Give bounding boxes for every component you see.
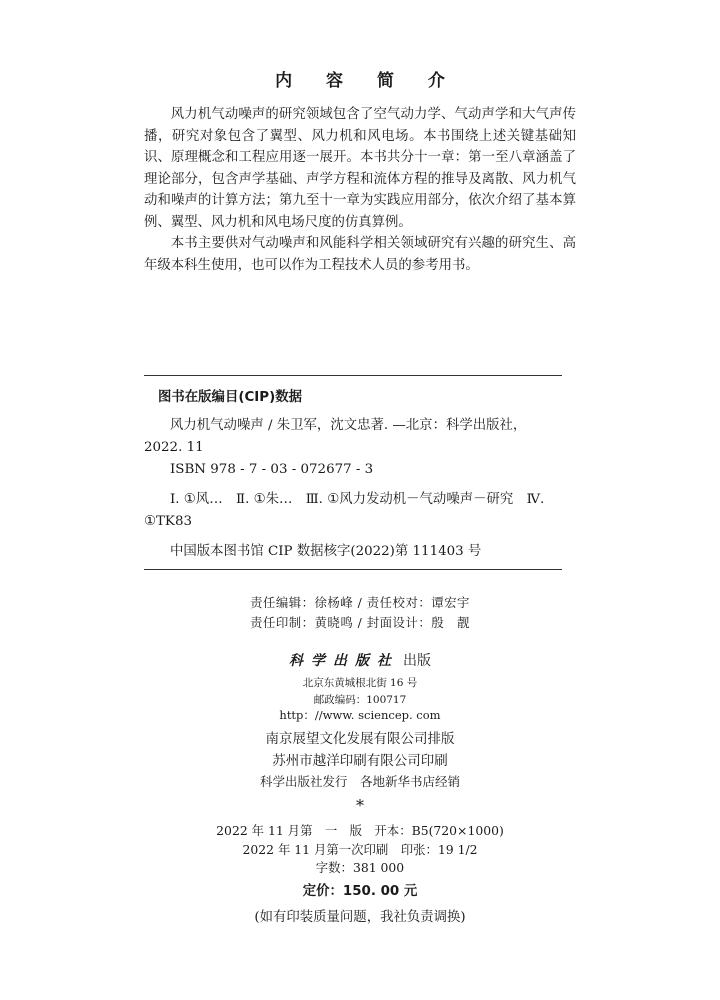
summary-paragraph: 风力机气动噪声的研究领域包含了空气动力学、气动声学和大气声传播，研究对象包含了翼型、风力机和风电场。本书围绕上述关键基础知识、原理概念和工程应用逐一展开。本书共分十一章：第一至八章涵盖了理论部分，包含声学基础、声学方程和流体方程的推导及离散、风力机气动和噪声的计算方法；第九至十一章为实践应用部分，依次介绍了基本算例、翼型、风力机和风电场尺度的仿真算例。 [144,107,576,230]
cip-block [144,375,562,570]
cip-record: 中国版本图书馆 CIP 数据核字(2022)第 111403 号 [170,544,482,559]
publisher-line [0,650,720,670]
publisher-suffix: 出版 [403,653,431,669]
separator-star: * [356,796,364,815]
printing-line: 2022 年 11 月第一次印刷 印张：19 1/2 [242,841,478,857]
credits-line: 责任印制：黄晓鸣 / 封面设计：殷 靓 [250,615,470,630]
content-summary [144,104,576,276]
publisher-address [0,675,720,709]
distributor-line: 科学出版社发行 各地新华书店经销 [259,774,460,789]
address-line: 北京东黄城根北街 16 号 [302,677,418,689]
quality-notice: (如有印装质量问题，我社负责调换) [254,910,466,925]
cip-isbn: ISBN 978 - 7 - 03 - 072677 - 3 [170,462,374,477]
cip-entry: 风力机气动噪声 / 朱卫军，沈文忠著. —北京：科学出版社，2022. 11 [144,418,527,455]
publisher-url: http：//www. sciencep. com [279,708,441,722]
edition-line: 2022 年 11 月第 一 版 开本：B5(720×1000) [216,823,504,838]
edition-info [0,822,720,878]
cip-classification: Ⅰ. ①风… Ⅱ. ①朱… Ⅲ. ①风力发动机－气动噪声－研究 Ⅳ. ①TK83 [144,492,545,529]
word-count-line: 字数：381 000 [315,860,405,875]
editorial-credits [0,593,720,633]
page-title: 内 容 简 介 [275,71,459,91]
cip-heading: 图书在版编目(CIP)数据 [158,390,302,405]
postcode-line: 邮政编码：100717 [313,694,407,706]
publisher-logo: 科学出版社 [289,653,399,669]
price-line: 定价：150. 00 元 [302,884,418,899]
summary-paragraph: 本书主要供对气动噪声和风能科学相关领域研究有兴趣的研究生、高年级本科生使用，也可以作为工程技术人员的参考用书。 [144,236,576,273]
printer-line: 苏州市越洋印刷有限公司印刷 [272,753,448,769]
credits-line: 责任编辑：徐杨峰 / 责任校对：谭宏宇 [250,595,470,610]
printing-info [0,728,720,792]
typesetter-line: 南京展望文化发展有限公司排版 [265,731,455,747]
